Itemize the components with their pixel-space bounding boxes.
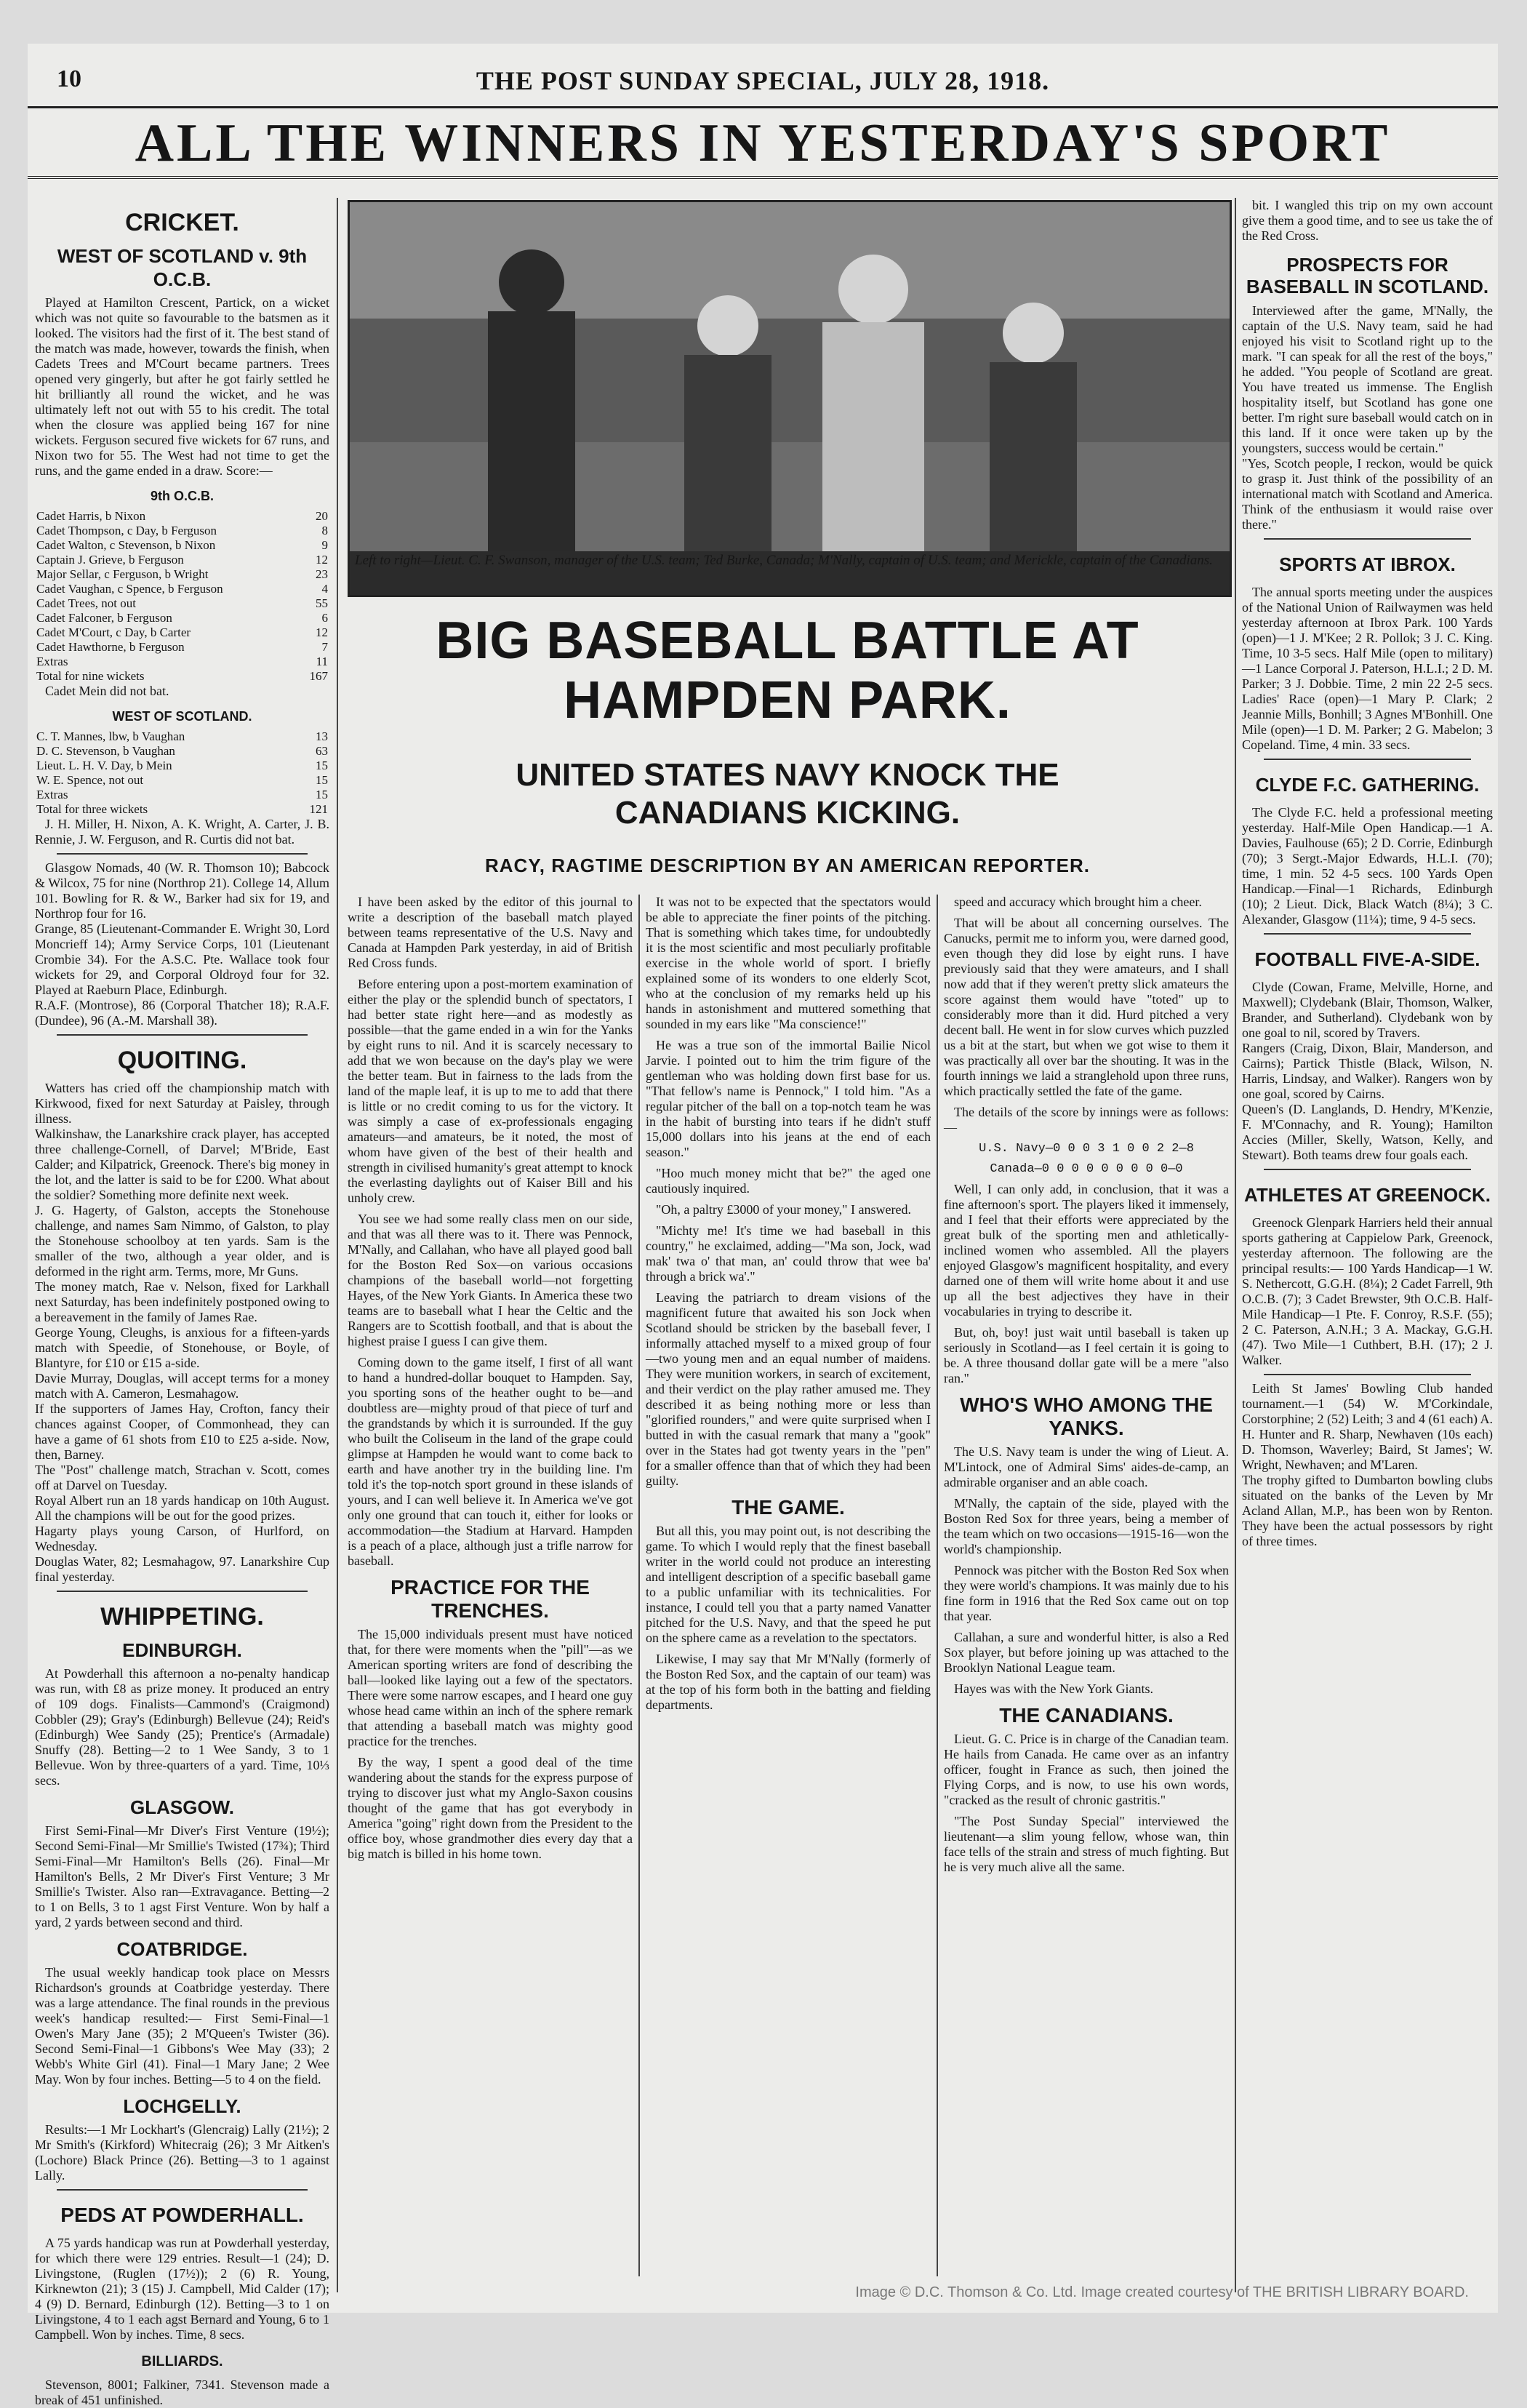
- story-paragraph: "Hoo much money micht that be?" the aged one cautiously inquired.: [646, 1166, 931, 1196]
- batsman: Extras: [36, 655, 68, 668]
- column-rule: [638, 895, 640, 2276]
- score-row: [35, 655, 329, 669]
- photo-figures: [350, 202, 1230, 551]
- edinburgh-body: At Powderhall this afternoon a no-penalty handicap was run, with £8 as prize money. It produced an entry of 109 dogs. Finalists—Cammond's (Craigmond) Cobbler (29); Gray's (Edinburgh) Bellevue (24); Reid's (Edinburgh) Wee Sandy (25); Prentice's (Armadale) Snuffy (28). Betting—2 to 1 Wee Sandy, 3 to 1 Bellevue. Won by three-quarters of a yard. Time, 10⅓ secs.: [35, 1666, 329, 1788]
- divider: [1264, 538, 1471, 540]
- runs: 12: [316, 625, 328, 639]
- story-paragraph: But all this, you may point out, is not describing the game. To which I would reply that the finest baseball writer in the world could not produce an interesting and intelligent description of a specific baseball game to a public unfamiliar with its technicalities. For instance, I could tell you that a party named Vanatter pitched for the U.S. Navy, and that the speed he put on the sphere came as a revelation to the spectators.: [646, 1524, 931, 1645]
- greenock-heading: ATHLETES AT GREENOCK.: [1244, 1184, 1491, 1206]
- glasgow-heading: GLASGOW.: [130, 1796, 234, 1818]
- story-paragraph: By the way, I spent a good deal of the time wandering about the stands for the express purpose of trying to discover just what my Anglo-Saxon cousins thought of the game that has got everybody in America "going" right down from the President to the office boy, whose grandmother dies every day that a big match is billed in his home town.: [348, 1755, 633, 1861]
- who-paragraph: Hayes was with the New York Giants.: [954, 1681, 1153, 1696]
- story-paragraph: It was not to be expected that the spectators would be able to appreciate the finer points of the pitching. That is something which takes time, for undoubtedly it is the most scientific and most peculiarly profitable exercise in the whole world of sport. I briefly explained some of its wonders to one elderly Scot, who at the conclusion of my remarks held up his hands in astonishment and muttered something that sounded in my ears like "Ma conscience!": [646, 895, 931, 1031]
- story-paragraph: Before entering upon a post-mortem examination of either the play or the splendid bunch of spectators, I had better state right here—and as modestly as possible—that the game ended in a win for the Yanks by eight runs to nil. And it is scarcely necessary to add that we won because on the day's play we were the better team. But in fairness to the lads from the land of the maple leaf, it is up to me to add that there is little or no credit coming to us for the victory. It was simply a case of ex-professionals engaging amateurs—and amateurs, be it noted, the most of whom have given of the best of their health and strength in civilised humanity's great attempt to knock the everlasting daylights out of Kaiser Bill and his unholy crew.: [348, 977, 633, 1205]
- batsman: Cadet Walton, c Stevenson, b Nixon: [36, 538, 216, 552]
- story-paragraph: "Michty me! It's time we had baseball in this country," he exclaimed, adding—"Ma son, Jock, wad mak' twa o' that man, an' could throw that wee ba' through a brick wa'.": [646, 1223, 931, 1284]
- who-paragraph: Pennock was pitcher with the Boston Red Sox when they were world's champions. It was mainly due to his fine form in 1916 that the Red Sox came out on top that year.: [944, 1563, 1229, 1623]
- whos-who-heading: WHO'S WHO AMONG THE YANKS.: [960, 1393, 1213, 1439]
- story-paragraph: Leaving the patriarch to dream visions of the magnificent future that awaited his son Jock when Scotland should be stricken by the baseball fever, I informally attached myself to a mixed group of four—two young men and an equal number of maidens. They were munition workers, in search of excitement, and their verdict on the play rather amused me. They described it as being nothing more or less than "glorified rounders," and were quite surprised when I butted in with the casual remark that many a "gook" over in the States had got twenty years in the "pen" for a smaller offence than that of which they had been guilty.: [646, 1290, 931, 1488]
- greenock-body: Greenock Glenpark Harriers held their annual sports gathering at Cappielow Park, Greenock, yesterday afternoon. The following are the principal results:— 100 Yards Handicap—1 W. S. Nethercott, G.G.H. (8¼); 2 Cadet Farrell, 9th O.C.B. (7); 3 Cadet Brewster, 9th O.C.B. Half-Mile Handicap—1 Pte. F. Conroy, R.S.F. (55); 2 C. Paterson, A.N.H.; 3 A. Mackay, G.G.H. (47). Two Mile—1 Cuthbert, B.H. (17); 2 J. Walker.: [1242, 1215, 1493, 1367]
- prospects-heading: PROSPECTS FOR BASEBALL IN SCOTLAND.: [1246, 254, 1489, 297]
- cricket-intro: Played at Hamilton Crescent, Partick, on a wicket which was not quite so favourable to the batsmen as it looked. The visitors had the first of it. The best stand of the match was made, however, towards the finish, when Cadets Trees and M'Court became partners. Trees opened very gingerly, but after he got fairly settled he hit brilliantly all round the wicket, and he was ultimately left not out with 55 to his credit. The total when the closure was applied being 167 for nine wickets. Ferguson secured five wickets for 67 runs, and Nixon two for 55. The West had not time to get the runs, and the game ended in a draw. Score:—: [35, 295, 329, 478]
- score-row: [35, 509, 329, 524]
- runs: 8: [321, 524, 328, 537]
- column-rule: [937, 895, 938, 2276]
- runs: 23: [316, 567, 328, 581]
- story-paragraph: I have been asked by the editor of this journal to write a description of the baseball match played between teams representative of the U.S. Navy and Canada at Hampden Park yesterday, in aid of British Red Cross funds.: [348, 895, 633, 970]
- powderhall-body: A 75 yards handicap was run at Powderhall yesterday, for which there were 129 entries. Result—1 (24); D. Livingstone, (Ruglen (17½)); 2 (6) R. Young, Kirknewton (21); 3 (15) J. Campbell, Mid Calder (17); 4 (9) D. Bernard, Edinburgh (12). Betting—3 to 1 on Livingstone, 4 to 1 each agst Bernard and Young, 6 to 1 Campbell. Won by inches. Time, 8 secs.: [35, 2236, 329, 2342]
- who-paragraph: M'Nally, the captain of the side, played with the Boston Red Sox for three years, being a member of the team which on two occasions—1915-16—won the world's championship.: [944, 1496, 1229, 1556]
- score-row: [35, 582, 329, 596]
- dnb-1: Cadet Mein did not bat.: [45, 684, 169, 698]
- runs: 13: [316, 729, 328, 743]
- runs: 12: [316, 553, 328, 567]
- right-column: [1242, 198, 1493, 2292]
- powderhall-heading: PEDS AT POWDERHALL.: [60, 2204, 304, 2226]
- batsman: Cadet Hawthorne, b Ferguson: [36, 640, 185, 654]
- story-paragraph: He was a true son of the immortal Bailie Nicol Jarvie. I pointed out to him the trim figure of the gentleman who was holding down first base for us. "That fellow's name is Pennock," I told him. "As a regular pitcher of the ball on a top-notch team he was in the habit of bursting into tears if he didn't stuff 15,000 dollars into his jeans at the end of each season.": [646, 1038, 931, 1159]
- story-paragraph: The 15,000 individuals present must have noticed that, for there were moments when the "pill"—as we American sporting writers are fond of describing the ball—looked like laying out a few of the spectators. There were some narrow escapes, and I heard one guy whose head came within an inch of the sphere remark that attending a baseball match was mighty good practice for the trenches.: [348, 1627, 633, 1748]
- batsman: Total for three wickets: [36, 802, 148, 816]
- story-paragraph: Well, I can only add, in conclusion, that it was a fine afternoon's sport. The players liked it immensely, and I feel that their efforts were appreciated by the great bulk of the sporting men and athletically-inclined women who assembled. All the players enjoyed Glasgow's magnificent hospitality, and every darned one of them will write home about it and use up all the best adjectives they have in their vocabularies in trying to describe it.: [944, 1182, 1229, 1319]
- left-column: [35, 198, 329, 2407]
- batsman: Captain J. Grieve, b Ferguson: [36, 553, 184, 567]
- score-row: [35, 802, 329, 817]
- batsman: Cadet Falconer, b Ferguson: [36, 611, 172, 625]
- banner-headline: ALL THE WINNERS IN YESTERDAY'S SPORT: [28, 111, 1498, 179]
- paper-title: THE POST SUNDAY SPECIAL, JULY 28, 1918.: [476, 66, 1050, 95]
- score-row: [35, 538, 329, 553]
- team-photo: [348, 200, 1232, 597]
- batsman: Cadet M'Court, c Day, b Carter: [36, 625, 191, 639]
- story-paragraph: The details of the score by innings were as follows:—: [944, 1105, 1229, 1135]
- runs: 167: [309, 669, 328, 683]
- canadians-paragraph: Lieut. G. C. Price is in charge of the Canadian team. He hails from Canada. He came over as an infantry officer, fought in France as such, then joined the Flying Corps, and is now, to use his own words, "cracked as the result of chronic gastritis.": [944, 1732, 1229, 1807]
- coatbridge-heading: COATBRIDGE.: [116, 1938, 248, 1960]
- batsman: Cadet Harris, b Nixon: [36, 509, 146, 523]
- runs: 63: [316, 744, 328, 758]
- story-paragraph: speed and accuracy which brought him a cheer.: [954, 895, 1202, 909]
- runs: 6: [321, 611, 328, 625]
- game-heading: THE GAME.: [732, 1496, 845, 1519]
- score-row: [35, 524, 329, 538]
- divider: [1264, 933, 1471, 935]
- score-row: [35, 788, 329, 802]
- who-paragraph: Callahan, a sure and wonderful hitter, is also a Red Sox player, but before joining up was attached to the Brooklyn National League team.: [944, 1630, 1229, 1675]
- glasgow-body: First Semi-Final—Mr Diver's First Venture (19½); Second Semi-Final—Mr Smillie's Twisted (17¾); Third Semi-Final—Mr Hamilton's Bells (26). Final—Mr Hamilton's Bells, 2 Mr Diver's First Venture; 3 Mr Smillie's Twister. Also ran—Extravagance. Betting—2 to 1 on Bells, 3 to 1 agst First Venture. Won by half a yard, 2 yards between second and third.: [35, 1823, 329, 1929]
- divider: [1264, 759, 1471, 760]
- score-row: [35, 640, 329, 655]
- lochgelly-heading: LOCHGELLY.: [123, 2095, 241, 2117]
- clyde-body: The Clyde F.C. held a professional meeting yesterday. Half-Mile Open Handicap.—1 A. Davies, Faulhouse (65); 2 D. Corrie, Edinburgh (70); 3 Sergt.-Major Edwards, H.L.I. (70); time, 1 min. 52 4-5 secs. 100 Yards Open Handicap.—Final—1 Richards, Edinburgh (10); 2 Lieut. Dick, Black Watch (8¼); 3 C. Alexander, Glasgow (11¼); time, 9 4-5 secs.: [1242, 805, 1493, 927]
- clyde-heading: CLYDE F.C. GATHERING.: [1255, 774, 1480, 796]
- runs: 7: [321, 640, 328, 654]
- score-row: [35, 759, 329, 773]
- runs: 15: [316, 788, 328, 801]
- score-row: [35, 669, 329, 684]
- runs: 9: [321, 538, 328, 552]
- main-headline: BIG BASEBALL BATTLE AT HAMPDEN PARK.: [436, 612, 1139, 729]
- ibrox-heading: SPORTS AT IBROX.: [1279, 553, 1456, 575]
- deck-line: RACY, RAGTIME DESCRIPTION BY AN AMERICAN REPORTER.: [485, 855, 1090, 876]
- cricket-subheading: WEST OF SCOTLAND v. 9th O.C.B.: [57, 245, 308, 290]
- coatbridge-body: The usual weekly handicap took place on Messrs Richardson's grounds at Coatbridge yesterday. There was a large attendance. The final rounds in the previous week's handicap resulted:— First Semi-Final—1 Owen's Mary Jane (35); 2 M'Queen's Twister (36). Second Semi-Final—1 Gibbons's Wee May (33); 2 Webb's White Girl (41). Final—1 Mary Jane; 2 Wee May. Won by four inches. Betting—5 to 4 on the field.: [35, 1965, 329, 2087]
- story-paragraph: Coming down to the game itself, I first of all want to hand a hundred-dollar bouquet to Hampden. Say, you sporting sons of the heather ought to be—and doubtless are—mighty proud of that piece of turf and the grandstands by which it is surrounded. If the guy who built the Coliseum in the land of the grape could glimpse at Hampden he would want to come back to earth and have another try in the building line. I'm told it's the top-notch sport ground in these islands of yours, and I can well believe it. In America we've got only one ground that can touch it, either for looks or accommodation—the Stadium at Harvard. Hampden is a peach of a place, although just a trifle narrow for baseball.: [348, 1355, 633, 1568]
- score-row: [35, 567, 329, 582]
- runs: 15: [316, 759, 328, 772]
- runs: 15: [316, 773, 328, 787]
- lochgelly-body: Results:—1 Mr Lockhart's (Glencraig) Lally (21½); 2 Mr Smith's (Kirkford) Whitecraig (26); 3 Mr Aitken's (Lochore) Black Prince (26). Betting—3 to 1 against Lally.: [35, 2122, 329, 2183]
- dnb-2: J. H. Miller, H. Nixon, A. K. Wright, A. Carter, J. B. Rennie, J. W. Ferguson, and R. Curtis did not bat.: [35, 817, 329, 847]
- team1-name: 9th O.C.B.: [150, 489, 214, 503]
- batsman: C. T. Mannes, lbw, b Vaughan: [36, 729, 185, 743]
- who-paragraph: The U.S. Navy team is under the wing of Lieut. A. M'Lintock, one of Admiral Sims' aides-de-camp, an admirable organiser and an able coach.: [944, 1444, 1229, 1489]
- story-paragraph: But, oh, boy! just wait until baseball is taken up seriously in Scotland—as I feel certain it is going to be. A three thousand dollar gate will be a mere "also ran.": [944, 1325, 1229, 1385]
- story-column-3: [944, 895, 1229, 2276]
- story-paragraph: That will be about all concerning ourselves. The Canucks, permit me to inform you, were darned good, even though they did lose by eight runs. I have previously said that they were amateurs, and I shall now add that if they weren't pretty slick amateurs the score against them would have "toted" up to considerably more than it did. Hurd pitched a very decent ball. He went in for slow curves which puzzled us a bit at the start, but when we got wise to them it was practically all over bar the shouting. It was in the fourth innings we laid a stranglehold upon three runs, which practically settled the fate of the game.: [944, 916, 1229, 1098]
- batsman: Total for nine wickets: [36, 669, 145, 683]
- linescore-canada: Canada—0 0 0 0 0 0 0 0 0—0: [990, 1162, 1183, 1176]
- story-paragraph: Likewise, I may say that Mr M'Nally (formerly of the Boston Red Sox, and the captain of our team) was at the top of his form both in the batting and fielding departments.: [646, 1652, 931, 1712]
- fives-heading: FOOTBALL FIVE-A-SIDE.: [1254, 948, 1480, 970]
- right-intro: bit. I wangled this trip on my own account give them a good time, and to see us take the of the Red Cross.: [1242, 198, 1493, 243]
- quoiting-body: Watters has cried off the championship match with Kirkwood, fixed for next Saturday at Paisley, through illness. Walkinshaw, the Lanarkshire crack player, has accepted three challenge-Cornell, of Darvel; M'Bride, East Calder; and Kilpatrick, Greenock. There's big money in the lot, and the latter is said to be for £200. What about the soldier? Something more definite next week. J. G. Hagerty, of Galston, accepts the Stonehouse challenge, and names Sam Nimmo, of Galston, to play the Stonehouse schoolboy at ten yards. Sam is the smaller of the two, although a year older, and is deformed in the right arm. Terms, more, Mr Guns. The money match, Rae v. Nelson, fixed for Larkhall next Saturday, has been indefinitely postponed owing to a bereavement in the family of James Rae. George Young, Cleughs, is anxious for a fifteen-yards match with Speedie, of Stonehouse, or Boyle, of Blantyre, for £10 or £15 a-side. Davie Murray, Douglas, will accept terms for a money match with A. Cameron, Lesmahagow. If the supporters of James Hay, Crofton, fancy their chances against Cooper, of Commonhead, they can have a game of 61 shots from £10 to £25 a-side. Now, then, Barney. The "Post" challenge match, Strachan v. Scott, comes off at Darvel on Tuesday. Royal Albert run an 18 yards handicap on 10th August. All the champions will be out for the good prizes. Hagarty plays young Carson, of Hurlford, on Wednesday. Douglas Water, 82; Lesmahagow, 97. Lanarkshire Cup final yesterday.: [35, 1081, 329, 1584]
- scorecard-2: [35, 729, 329, 817]
- story-column-1: [348, 895, 633, 2276]
- page-number: 10: [57, 65, 81, 92]
- divider: [1264, 1169, 1471, 1170]
- bowling-body: Leith St James' Bowling Club handed tournament.—1 (54) W. M'Corkindale, Corstorphine; 2 (52) Leith; 3 and 4 (61 each) A. H. Hunter and R. Sharp, Newhaven (10s each) D. Thomson, Waverley; Baird, St James'; W. Wright, Newhaven; and M'Laren. The trophy gifted to Dumbarton bowling clubs situated on the banks of the Leven by Mr Acland Allan, M.P., has been won by Renton. They have been the actual possessors by right of three times.: [1242, 1381, 1493, 1548]
- edinburgh-heading: EDINBURGH.: [122, 1639, 242, 1661]
- runs: 121: [309, 802, 328, 816]
- score-row: [35, 596, 329, 611]
- image-credit: Image © D.C. Thomson & Co. Ltd. Image created courtesy of THE BRITISH LIBRARY BOARD.: [855, 2284, 1469, 2300]
- batsman: Lieut. L. H. V. Day, b Mein: [36, 759, 172, 772]
- practice-heading: PRACTICE FOR THE TRENCHES.: [390, 1576, 590, 1622]
- newspaper-page: [28, 44, 1498, 2407]
- runs: 4: [321, 582, 328, 596]
- team2-name: WEST OF SCOTLAND.: [112, 709, 252, 724]
- canadians-heading: THE CANADIANS.: [999, 1704, 1174, 1727]
- divider: [1264, 1374, 1471, 1375]
- batsman: Cadet Thompson, c Day, b Ferguson: [36, 524, 217, 537]
- runs: 20: [316, 509, 328, 523]
- score-row: [35, 773, 329, 788]
- scorecard-1: [35, 509, 329, 684]
- score-row: [35, 611, 329, 625]
- batsman: W. E. Spence, not out: [36, 773, 144, 787]
- billiards-heading: BILLIARDS.: [141, 2353, 223, 2369]
- score-row: [35, 553, 329, 567]
- column-rule: [1235, 198, 1236, 2292]
- cricket-other-results: Glasgow Nomads, 40 (W. R. Thomson 10); Babcock & Wilcox, 75 for nine (Northrop 21). College 14, Allum 101. Bowling for R. & W., Barker had six for 19, and Northrop four for 16. Grange, 85 (Lieutenant-Commander E. Wright 30, Lord Moncrieff 14); Army Service Corps, 101 (Lieutenant Crombie 34). For the A.S.C. Pte. Wallace took four wickets for 29, and Corporal Oldroyd four for 32. Played at Raeburn Place, Edinburgh. R.A.F. (Montrose), 86 (Corporal Thatcher 18); R.A.F. (Dundee), 96 (A.-M. Marshall 38).: [35, 860, 329, 1028]
- billiards-body: Stevenson, 8001; Falkiner, 7341. Stevenson made a break of 451 unfinished.: [35, 2377, 329, 2407]
- score-row: [35, 744, 329, 759]
- canadians-paragraph: "The Post Sunday Special" interviewed the lieutenant—a slim young fellow, whose wan, thin face tells of the strain and stress of much fighting. But he is very much alive all the same.: [944, 1814, 1229, 1874]
- quoiting-heading: QUOITING.: [117, 1047, 247, 1074]
- story-column-2: [646, 895, 931, 2276]
- sub-headline: UNITED STATES NAVY KNOCK THE CANADIANS KICKING.: [516, 757, 1059, 831]
- score-row: [35, 729, 329, 744]
- fives-body: Clyde (Cowan, Frame, Melville, Horne, and Maxwell); Clydebank (Blair, Thomson, Walker, Brander, and Sutherland). Clydebank won by one goal to nil, scored by Travers. Rangers (Craig, Dixon, Blair, Manderson, and Cairns); Partick Thistle (Black, Wilson, N. Harris, Lindsay, and Walker). Rangers won by one goal, scored by Cairns. Queen's (D. Langlands, D. Hendry, M'Kenzie, F. M'Connachy, and R. Young); Hamilton Accies (Miller, Skelly, Watson, Kelly, and Stewart). Both teams drew four goals each.: [1242, 980, 1493, 1162]
- column-rule: [337, 198, 338, 2292]
- batsman: Extras: [36, 788, 68, 801]
- runs: 11: [316, 655, 328, 668]
- batsman: Major Sellar, c Ferguson, b Wright: [36, 567, 209, 581]
- whippeting-heading: WHIPPETING.: [100, 1603, 264, 1631]
- batsman: Cadet Trees, not out: [36, 596, 136, 610]
- cricket-heading: CRICKET.: [125, 209, 239, 236]
- batsman: D. C. Stevenson, b Vaughan: [36, 744, 175, 758]
- divider: [57, 1034, 308, 1036]
- score-row: [35, 625, 329, 640]
- prospects-body: Interviewed after the game, M'Nally, the captain of the U.S. Navy team, said he had enjoyed his visit to Scotland right up to the mark. "I can speak for all the rest of the boys," he added. "You people of Scotland are great. You have treated us immense. The English hospitality itself, but Scotland has gone one better. I'm right sure baseball would catch on in this land. If it once were taken up by the youngsters, success would be certain." "Yes, Scotch people, I reckon, would be quick to grasp it. Just think of the possibility of an international match with Scotland and America. Think of the enthusiasm it would raise over there.": [1242, 303, 1493, 532]
- linescore-us: U.S. Navy—0 0 0 3 1 0 0 2 2—8: [979, 1142, 1194, 1156]
- runs: 55: [316, 596, 328, 610]
- photo-caption: Left to right—Lieut. C. F. Swanson, manager of the U.S. team; Ted Burke, Canada; M'Nally, captain of U.S. team; and Merickle, captain of the Canadians.: [355, 553, 1213, 568]
- page-header: [28, 65, 1498, 108]
- batsman: Cadet Vaughan, c Spence, b Ferguson: [36, 582, 223, 596]
- story-paragraph: "Oh, a paltry £3000 of your money," I answered.: [656, 1202, 911, 1217]
- divider: [57, 1591, 308, 1592]
- story-paragraph: You see we had some really class men on our side, and that was all there was to it. There was Pennock, M'Nally, and Callahan, who have all played good ball for the Boston Red Sox—on various occasions champions of the baseball world—not forgetting Hayes, of the New York Giants. In America these two teams are to baseball what I hear the Celtic and the Rangers are to Scottish football, and that is about the highest praise I guess I can give them.: [348, 1212, 633, 1348]
- divider: [57, 2189, 308, 2191]
- ibrox-body: The annual sports meeting under the auspices of the National Union of Railwaymen was held yesterday afternoon at Ibrox Park. 100 Yards (open)—1 J. M'Kee; 2 R. Pollok; 3 J. C. King. Time, 10 3-5 secs. Half Mile (open to military)—1 Lance Corporal J. Paterson, H.L.I.; 2 D. M. Parker; 3 J. Dobbie. Time, 2 min 22 2-5 secs. Ladies' Race (open)—1 Mary P. Clark; 2 Jeannie Mills, Bonhill; 3 Agnes M'Bonhill. One Mile (open)—1 D. M. Parker; 2 G. Mabelon; 3 Copeland. Time, 4 min. 33 secs.: [1242, 585, 1493, 752]
- divider: [57, 853, 308, 855]
